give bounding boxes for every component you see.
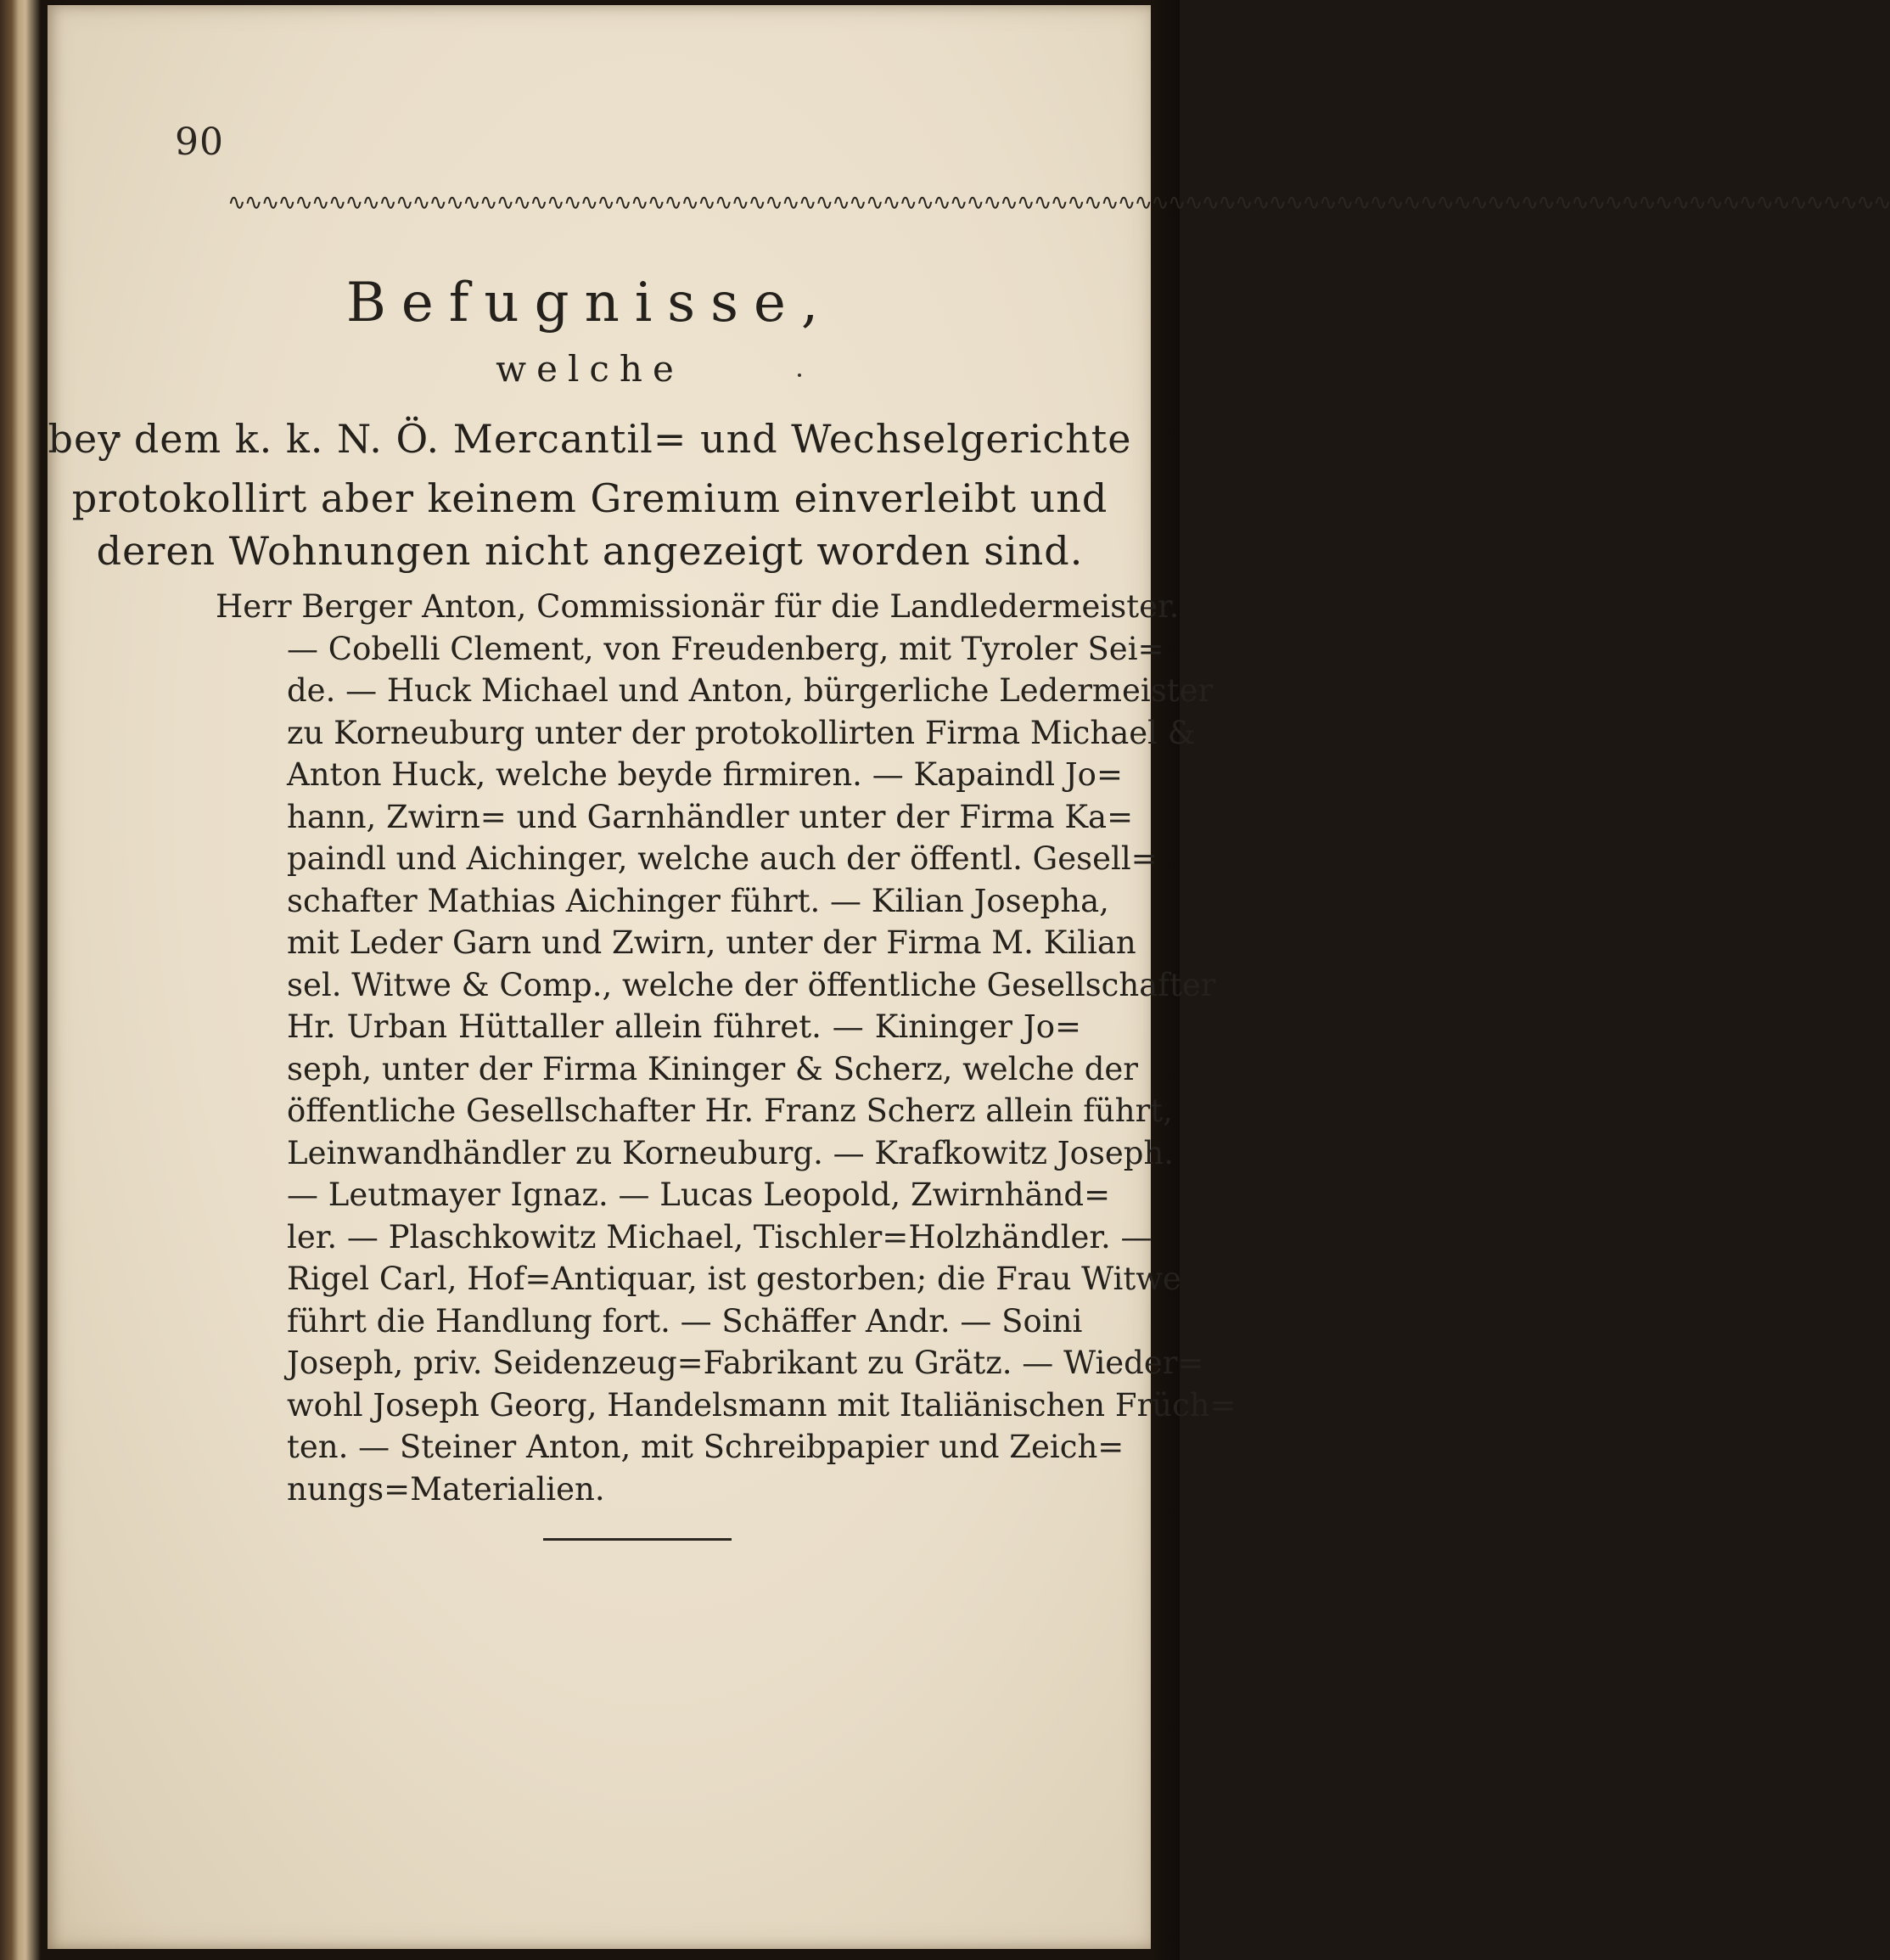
text-line: hann, Zwirn= und Garnhändler unter der Firma Ka=: [287, 798, 1134, 835]
text-line: nungs=Materialien.: [287, 1470, 605, 1508]
text-line: — Leutmayer Ignaz. — Lucas Leopold, Zwirnhänd=: [287, 1177, 1111, 1213]
section-subtitle: welche: [496, 348, 684, 390]
text-line: Rigel Carl, Hof=Antiquar, ist gestorben; die Frau Witwe: [287, 1261, 1181, 1297]
text-line: zu Korneuburg unter der protokollirten Firma Michael &: [287, 714, 1196, 751]
text-line: ler. — Plaschkowitz Michael, Tischler=Holzhändler. —: [287, 1218, 1153, 1255]
text-line: — Cobelli Clement, von Freudenberg, mit Tyroler Sei=: [287, 630, 1164, 667]
end-rule: [543, 1538, 732, 1541]
text-line: ten. — Steiner Anton, mit Schreibpapier und Zeich=: [287, 1429, 1124, 1465]
text-line: öffentliche Gesellschafter Hr. Franz Scherz allein führt,: [287, 1092, 1173, 1129]
text-line: mit Leder Garn und Zwirn, unter der Firma M. Kilian: [287, 924, 1136, 961]
text-line: Anton Huck, welche beyde firmiren. — Kapaindl Jo=: [287, 756, 1123, 793]
text-line: wohl Joseph Georg, Handelsmann mit Italiänischen Früch=: [287, 1386, 1237, 1424]
heading-line: protokollirt aber keinem Gremium einverleibt und: [71, 475, 1108, 521]
text-line: paindl und Aichinger, welche auch der öffentl. Gesell=: [287, 840, 1158, 877]
text-line: führt die Handlung fort. — Schäffer Andr. — Soini: [287, 1302, 1083, 1339]
heading-line: deren Wohnungen nicht angezeigt worden sind.: [96, 528, 1084, 574]
text-line: Herr Berger Anton, Commissionär für die Landledermeister.: [216, 588, 1180, 625]
text-line: schafter Mathias Aichinger führt. — Kilian Josepha,: [287, 882, 1109, 919]
text-line: seph, unter der Firma Kininger & Scherz, welche der: [287, 1050, 1138, 1087]
text-line: de. — Huck Michael und Anton, bürgerliche Ledermeister: [287, 672, 1214, 709]
text-line: sel. Witwe & Comp., welche der öffentliche Gesellschafter: [287, 966, 1216, 1003]
text-line: Joseph, priv. Seidenzeug=Fabrikant zu Grätz. — Wieder=: [287, 1345, 1204, 1381]
body-paragraph: [216, 586, 1237, 1510]
text-line: Leinwandhändler zu Korneuburg. — Krafkowitz Joseph.: [287, 1134, 1175, 1171]
text-line: Hr. Urban Hüttaller allein führet. — Kininger Jo=: [287, 1008, 1081, 1045]
heading-line: bey dem k. k. N. Ö. Mercantil= und Wechselgerichte: [48, 416, 1132, 462]
page-number: 90: [175, 121, 224, 164]
section-title: Befugnisse,: [345, 272, 834, 334]
ornamental-rule: ∿∿∿∿∿∿∿∿∿∿∿∿∿∿∿∿∿∿∿∿∿∿∿∿∿∿∿∿∿∿∿∿∿∿∿∿∿∿∿∿∿∿∿∿∿∿∿∿∿∿∿∿∿∿∿∿∿∿∿∿∿∿∿∿∿∿∿∿∿∿∿∿∿∿∿∿∿∿∿∿∿∿∿∿∿∿∿∿∿∿∿∿∿∿∿∿∿∿∿: [227, 190, 1890, 216]
